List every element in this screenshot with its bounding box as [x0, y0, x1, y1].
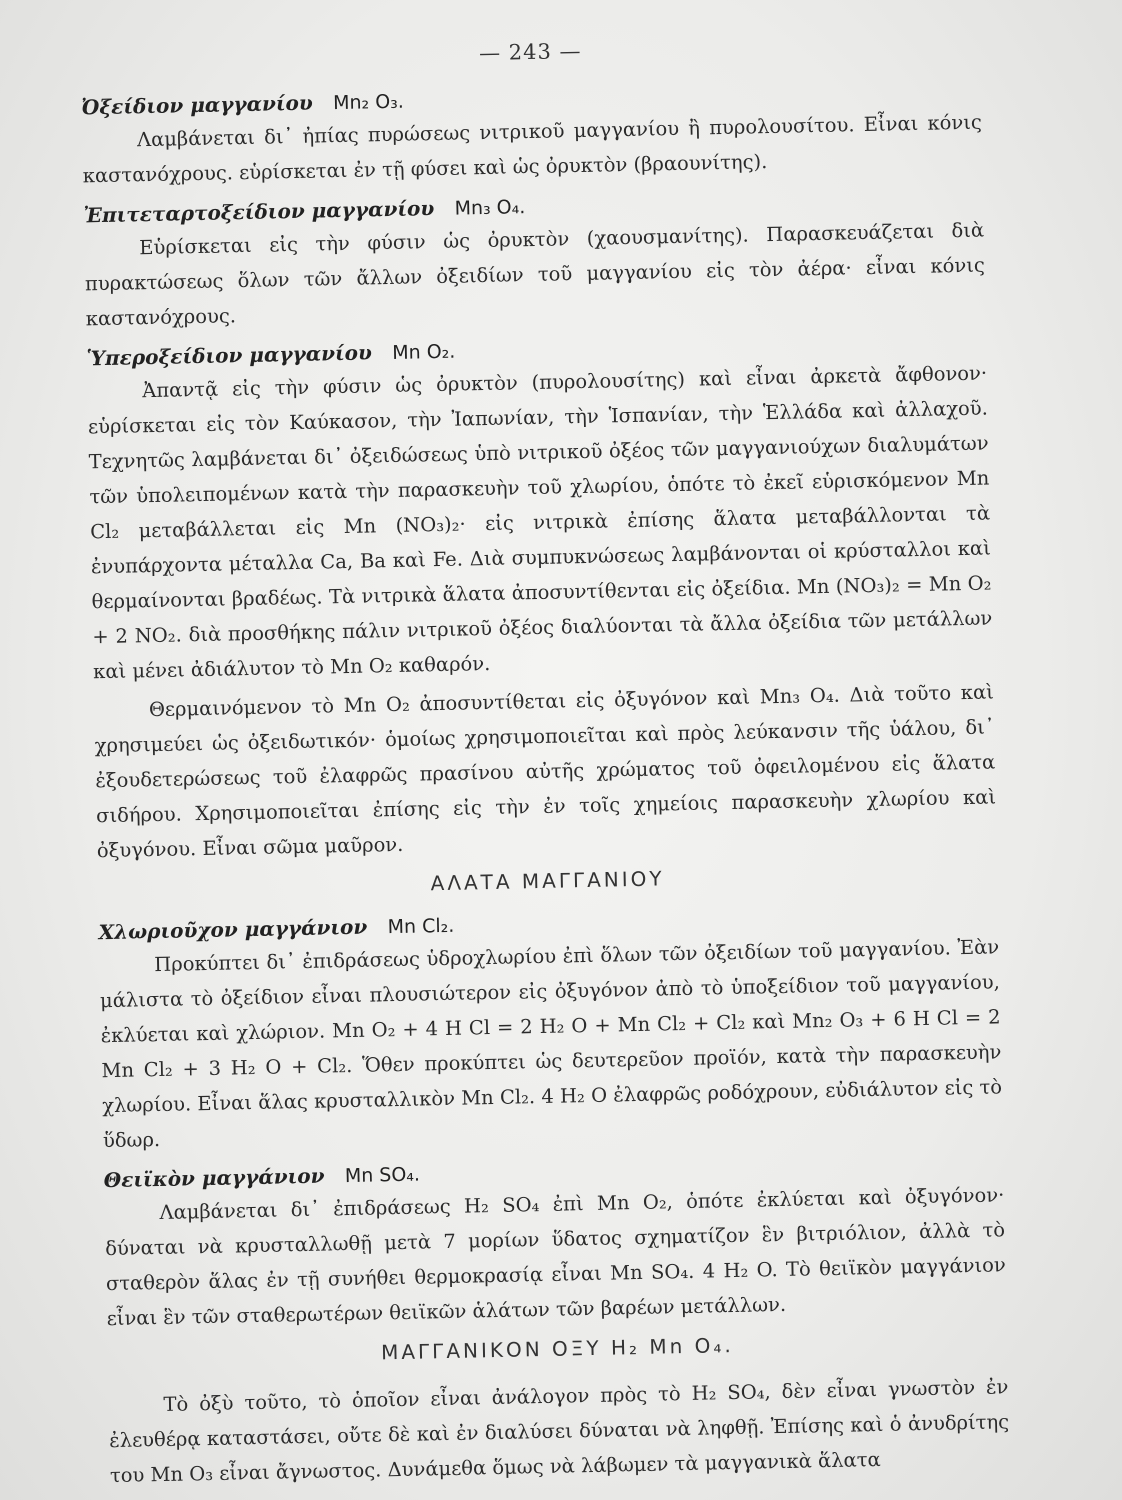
heading-name: Ἐπιτεταρτοξείδιον μαγγανίου [83, 196, 435, 228]
paragraph: Ἀπαντᾷ εἰς τὴν φύσιν ὡς ὀρυκτὸν (πυρολουσίτης) καὶ εἶναι ἀρκετὰ ἄφθονον· εὑρίσκεται εἰς τὸν Καύκασον, τὴν Ἰαπωνίαν, τὴν Ἱσπανίαν, τὴν Ἑλλάδα καὶ ἀλλαχοῦ. Τεχνητῶς λαμβάνεται δι᾽ ὀξειδώσεως ὑπὸ νιτρικοῦ ὀξέος τῶν μαγγανιούχων διαλυμάτων τῶν ὑπολειπομένων κατὰ τὴν παρασκευὴν τοῦ χλωρίου, ὁπότε τὸ ἐκεῖ εὑρισκόμενον Mn Cl₂ μεταβάλλεται εἰς Mn (NO₃)₂· εἰς νιτρικὰ ἐπίσης ἅλατα μεταβάλλονται τὰ ἐνυπάρχοντα μέταλλα Ca, Ba καὶ Fe. Διὰ συμπυκνώσεως λαμβάνονται οἱ κρύσταλλοι καὶ θερμαίνονται βραδέως. Τὰ νιτρικὰ ἅλατα ἀποσυντίθενται εἰς ὀξείδια. Mn (NO₃)₂ = Mn O₂ + 2 NO₂. διὰ προσθήκης πάλιν νιτρικοῦ ὀξέος διαλύονται τὰ ἄλλα ὀξείδια τῶν μετάλλων καὶ μένει ἀδιάλυτον τὸ Mn O₂ καθαρόν. [87, 361, 993, 684]
paragraph: Λαμβάνεται δι᾽ ἐπιδράσεως H₂ SO₄ ἐπὶ Mn O₂, ὁπότε ἐκλύεται καὶ ὀξυγόνον· δύναται νὰ κρυσταλλωθῇ μετὰ 7 μορίων ὕδατος σχηματίζον ἓν βιτριόλιον, ἀλλὰ τὸ σταθερὸν ἅλας ἐν τῇ συνήθει θερμοκρασίᾳ εἶναι Mn SO₄. 4 H₂ O. Τὸ θειϊκὸν μαγγάνιον εἶναι ἓν τῶν σταθερωτέρων θειϊκῶν ἁλάτων τῶν βαρέων μετάλλων. [104, 1183, 1006, 1331]
paragraph: Θερμαινόμενον τὸ Mn O₂ ἀποσυντίθεται εἰς ὀξυγόνον καὶ Mn₃ O₄. Διὰ τοῦτο καὶ χρησιμεύει ὡς ὀξειδωτικόν· ὁμοίως χρησιμοποιεῖται καὶ πρὸς λεύκανσιν τῆς ὑάλου, δι᾽ ἐξουδετερώσεως τοῦ ἐλαφρῶς πρασίνου αὐτῆς χρώματος τοῦ ὀφειλομένου εἰς ἅλατα σιδήρου. Χρησιμοποιεῖται ἐπίσης εἰς τὴν ἐν τοῖς χημείοις παρασκευὴν χλωρίου καὶ ὀξυγόνου. Εἶναι σῶμα μαῦρον. [94, 680, 997, 863]
paragraph: Εὑρίσκεται εἰς τὴν φύσιν ὡς ὀρυκτὸν (χαουσμανίτης). Παρασκευάζεται διὰ πυρακτώσεως ὅλων τῶν ἄλλων ὀξειδίων τοῦ μαγγανίου εἰς τὸν ἀέρα· εἶναι κόνις καστανόχρους. [84, 218, 986, 331]
salt-section [104, 1149, 1007, 1336]
oxide-section [81, 77, 983, 194]
heading-name: Χλωριοῦχον μαγγάνιον [98, 914, 368, 945]
heading-formula: Mn₂ O₃. [332, 90, 405, 115]
heading-name: Θειϊκὸν μαγγάνιον [103, 1163, 325, 1193]
heading-name: Ὀξείδιον μαγγανίου [81, 90, 313, 120]
heading-formula: Mn SO₄. [344, 1163, 421, 1188]
heading-formula: Mn Cl₂. [387, 914, 455, 939]
heading-formula: Mn O₂. [392, 340, 456, 364]
salt-section [98, 901, 1003, 1158]
acid-title: ΜΑΓΓΑΝΙΚΟΝ ΟΞΥ H₂ Mn O₄. [380, 1333, 734, 1365]
salts-title: ΑΛΑΤΑ ΜΑΓΓΑΝΙΟΥ [430, 866, 665, 896]
heading-formula: Mn₃ O₄. [454, 196, 526, 220]
page-number: — 243 — [478, 38, 582, 66]
oxide-section [83, 185, 986, 337]
paragraph: Τὸ ὀξὺ τοῦτο, τὸ ὁποῖον εἶναι ἀνάλογον πρὸς τὸ H₂ SO₄, δὲν εἶναι γνωστὸν ἐν ἐλευθέρᾳ καταστάσει, οὔτε δὲ καὶ ἐν διαλύσει δύναται νὰ ληφθῇ. Ἐπίσης καὶ ὁ ἀνυδρίτης του Mn O₃ εἶναι ἄγνωστος. Δυνάμεθα ὅμως νὰ λάβωμεν τὰ μαγγανικὰ ἅλατα [108, 1375, 1010, 1488]
oxide-section [86, 328, 997, 869]
heading-name: Ὑπεροξείδιον μαγγανίου [86, 340, 373, 371]
paragraph: Λαμβάνεται δι᾽ ἠπίας πυρώσεως νιτρικοῦ μαγγανίου ἢ πυρολουσίτου. Εἶναι κόνις καστανόχρους. εὑρίσκεται ἐν τῇ φύσει καὶ ὡς ὀρυκτὸν (βραουνίτης). [82, 110, 983, 188]
page-content [80, 31, 1010, 1498]
paragraph: Προκύπτει δι᾽ ἐπιδράσεως ὑδροχλωρίου ἐπὶ ὅλων τῶν ὀξειδίων τοῦ μαγγανίου. Ἐὰν μάλιστα τὸ ὀξείδιον εἶναι πλουσιώτερον εἰς ὀξυγόνον ἀπὸ τὸ ὑποξείδιον τοῦ μαγγανίου, ἐκλύεται καὶ χλώριον. Mn O₂ + 4 H Cl = 2 H₂ O + Mn Cl₂ + Cl₂ καὶ Mn₂ O₃ + 6 H Cl = 2 Mn Cl₂ + 3 H₂ O + Cl₂. Ὅθεν προκύπτει ὡς δευτερεῦον προϊόν, κατὰ τὴν παρασκευὴν χλωρίου. Εἶναι ἅλας κρυσταλλικὸν Mn Cl₂. 4 H₂ O ἐλαφρῶς ροδόχρουν, εὐδιάλυτον εἰς τὸ ὕδωρ. [99, 935, 1003, 1153]
